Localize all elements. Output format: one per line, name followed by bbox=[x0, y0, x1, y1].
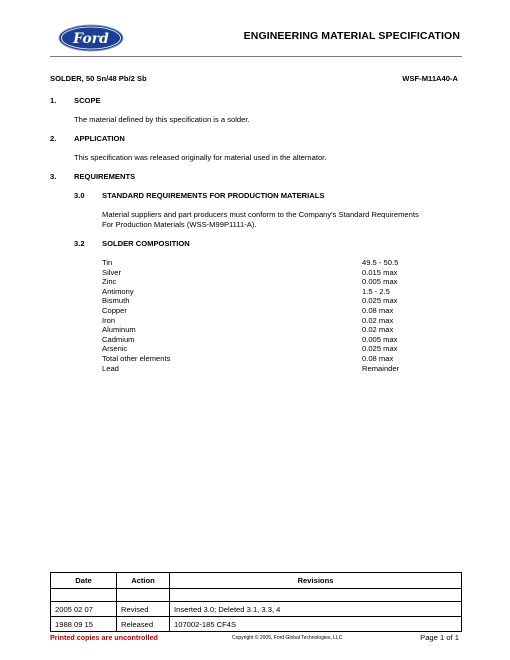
subsection-heading-composition: SOLDER COMPOSITION bbox=[102, 239, 190, 248]
list-item bbox=[102, 316, 402, 326]
spec-header-title: ENGINEERING MATERIAL SPECIFICATION bbox=[243, 30, 460, 42]
list-item bbox=[102, 306, 402, 316]
element-value: 0.025 max bbox=[362, 344, 398, 354]
section-number-application: 2. bbox=[50, 134, 57, 143]
revision-date: 2005 02 07 bbox=[51, 602, 117, 617]
table-row-blank bbox=[51, 589, 462, 602]
element-name: Antimony bbox=[102, 286, 134, 296]
table-header-row bbox=[51, 573, 462, 589]
element-value: 0.08 max bbox=[362, 353, 394, 363]
element-name: Iron bbox=[102, 315, 116, 325]
list-item bbox=[102, 258, 402, 268]
standard-requirements-line-2: For Production Materials (WSS-M99P1111-A). bbox=[102, 219, 257, 229]
element-name: Tin bbox=[102, 258, 113, 267]
section-number-scope: 1. bbox=[50, 96, 57, 105]
element-value: 0.015 max bbox=[362, 267, 398, 277]
section-number-requirements: 3. bbox=[50, 172, 57, 181]
element-value: 0.005 max bbox=[362, 334, 398, 344]
revision-date: 1988 09 15 bbox=[51, 617, 117, 632]
column-header-action: Action bbox=[117, 573, 170, 589]
element-value: 0.005 max bbox=[362, 277, 398, 287]
column-header-date: Date bbox=[51, 573, 117, 589]
subsection-number-standard: 3.0 bbox=[74, 191, 85, 200]
scope-text: The material defined by this specification is a solder. bbox=[74, 115, 250, 124]
copyright-notice: Copyright © 2005, Ford Global Technologies, LLC bbox=[232, 635, 343, 641]
list-item bbox=[102, 268, 402, 278]
subsection-heading-standard: STANDARD REQUIREMENTS FOR PRODUCTION MATERIALS bbox=[102, 191, 325, 200]
uncontrolled-copy-notice: Printed copies are uncontrolled bbox=[50, 633, 158, 642]
section-heading-scope: SCOPE bbox=[74, 96, 101, 105]
ford-logo-text: Ford bbox=[73, 31, 109, 47]
element-name: Zinc bbox=[102, 277, 117, 287]
element-name: Arsenic bbox=[102, 344, 128, 354]
application-text: This specification was released originally for material used in the alternator. bbox=[74, 153, 327, 162]
revision-action: Released bbox=[117, 617, 170, 632]
ford-logo bbox=[58, 24, 124, 52]
section-heading-application: APPLICATION bbox=[74, 134, 125, 143]
element-value: 0.08 max bbox=[362, 305, 394, 315]
element-name: Bismuth bbox=[102, 296, 130, 306]
list-item bbox=[102, 287, 402, 297]
revision-action: Revised bbox=[117, 602, 170, 617]
revision-text: Inserted 3.0; Deleted 3.1, 3.3, 4 bbox=[170, 602, 462, 617]
section-heading-requirements: REQUIREMENTS bbox=[74, 172, 136, 181]
table-row bbox=[51, 602, 462, 617]
standard-requirements-line-1: Material suppliers and part producers must conform to the Company's Standard Requirements bbox=[102, 210, 419, 219]
list-item bbox=[102, 344, 402, 354]
element-name: Silver bbox=[102, 267, 121, 277]
list-item bbox=[102, 325, 402, 335]
list-item bbox=[102, 335, 402, 345]
element-value: 1.5 - 2.5 bbox=[362, 286, 390, 296]
material-name: SOLDER, 50 Sn/48 Pb/2 Sb bbox=[50, 74, 147, 83]
element-name: Copper bbox=[102, 305, 127, 315]
element-value: 0.025 max bbox=[362, 296, 398, 306]
element-value: 49.5 - 50.5 bbox=[362, 258, 399, 267]
page-number: Page 1 of 1 bbox=[420, 633, 459, 642]
element-name: Total other elements bbox=[102, 353, 171, 363]
element-value: 0.02 max bbox=[362, 315, 394, 325]
element-value: 0.02 max bbox=[362, 325, 394, 335]
list-item bbox=[102, 277, 402, 287]
composition-list bbox=[102, 258, 402, 373]
list-item bbox=[102, 354, 402, 364]
spec-number: WSF-M11A40-A bbox=[402, 74, 458, 83]
revision-table bbox=[50, 572, 462, 632]
element-name: Aluminum bbox=[102, 325, 136, 335]
table-row bbox=[51, 617, 462, 632]
element-value: Remainder bbox=[362, 363, 400, 373]
column-header-revisions: Revisions bbox=[170, 573, 462, 589]
element-name: Cadmium bbox=[102, 334, 135, 344]
subsection-number-composition: 3.2 bbox=[74, 239, 85, 248]
list-item bbox=[102, 364, 402, 374]
element-name: Lead bbox=[102, 363, 119, 373]
revision-text: 107002-185 CF4S bbox=[170, 617, 462, 632]
list-item bbox=[102, 296, 402, 306]
header-rule bbox=[50, 56, 462, 57]
